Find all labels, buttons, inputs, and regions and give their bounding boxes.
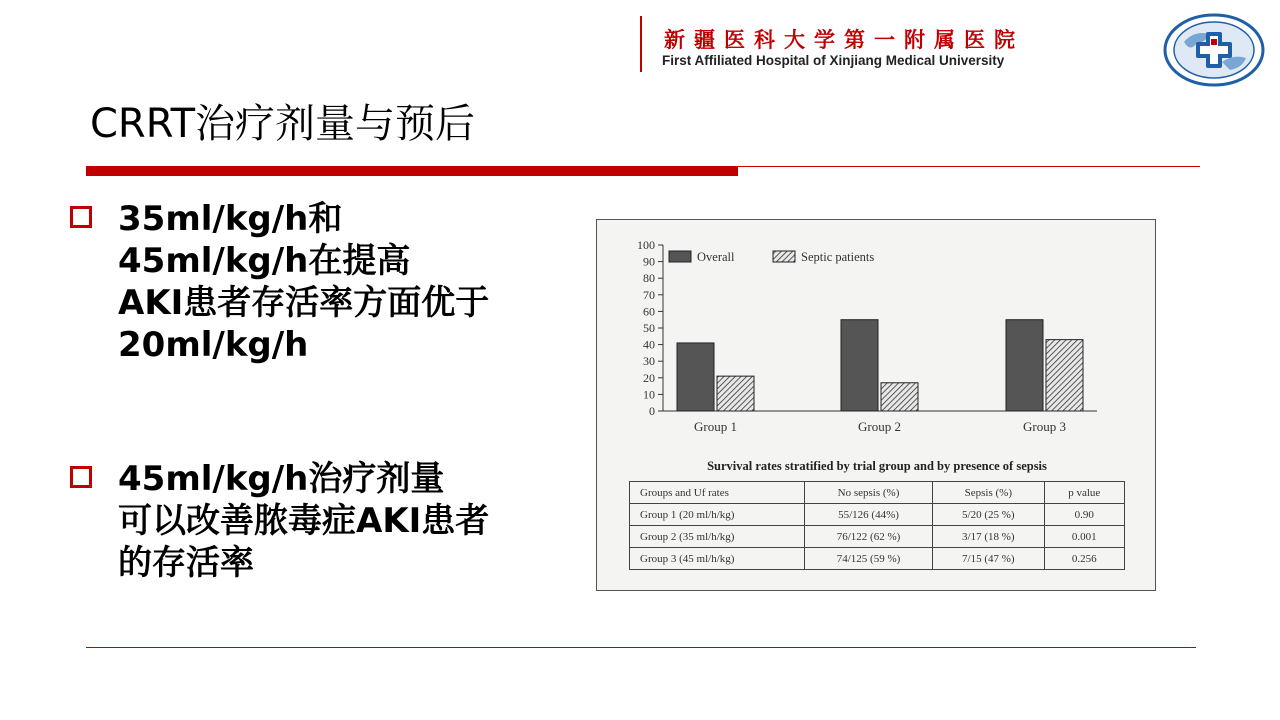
legend-label: Septic patients — [801, 250, 875, 264]
table-cell: 0.001 — [1044, 526, 1124, 548]
table-cell: Group 2 (35 ml/h/kg) — [630, 526, 805, 548]
bullet-line: 可以改善脓毒症AKI患者 — [118, 501, 490, 541]
bar-septic-1 — [717, 376, 754, 411]
table-row — [630, 548, 1125, 570]
survival-bar-chart — [597, 220, 1157, 450]
survival-table — [629, 481, 1125, 570]
bullet-line: 20ml/kg/h — [118, 325, 309, 365]
table-cell: 76/122 (62 %) — [804, 526, 932, 548]
square-bullet-icon — [70, 206, 92, 228]
title-rule-thick — [86, 166, 738, 176]
column-header: Sepsis (%) — [933, 482, 1044, 504]
table-title: Survival rates stratified by trial group and by presence of sepsis — [707, 459, 1047, 473]
survival-figure — [596, 219, 1156, 591]
column-header: Groups and Uf rates — [630, 482, 805, 504]
table-cell: Group 3 (45 ml/h/kg) — [630, 548, 805, 570]
table-cell: 7/15 (47 %) — [933, 548, 1044, 570]
square-bullet-icon — [70, 466, 92, 488]
bullet-text-2 — [118, 458, 598, 584]
legend-swatch — [773, 251, 795, 262]
bullet-text-1 — [118, 198, 598, 366]
y-tick-label: 100 — [637, 238, 655, 252]
bullet-line: 的存活率 — [118, 543, 254, 583]
hospital-logo-icon — [1162, 12, 1266, 88]
legend-swatch — [669, 251, 691, 262]
y-tick-label: 30 — [643, 354, 655, 369]
table-header-row — [630, 482, 1125, 504]
bar-overall-2 — [841, 320, 878, 411]
y-tick-label: 50 — [643, 321, 655, 335]
y-tick-label: 70 — [643, 287, 655, 302]
bar-overall-3 — [1006, 320, 1043, 411]
table-cell: 3/17 (18 %) — [933, 526, 1044, 548]
bullet-line: 45ml/kg/h在提高 — [118, 241, 411, 281]
column-header: p value — [1044, 482, 1124, 504]
table-row — [630, 526, 1125, 548]
x-tick-label: Group 1 — [694, 419, 737, 434]
y-tick-label: 20 — [643, 370, 655, 385]
y-tick-label: 40 — [643, 337, 655, 352]
y-tick-label: 0 — [649, 404, 655, 418]
legend-label: Overall — [697, 250, 735, 264]
slide-title: CRRT治疗剂量与预后 — [90, 101, 476, 147]
bullet-line: AKI患者存活率方面优于 — [118, 283, 490, 323]
x-tick-label: Group 3 — [1023, 419, 1066, 434]
bar-septic-3 — [1046, 340, 1083, 411]
y-tick-label: 60 — [643, 304, 655, 319]
bar-septic-2 — [881, 383, 918, 411]
table-cell: 0.90 — [1044, 504, 1124, 526]
footer-rule — [86, 647, 1196, 648]
table-cell: 74/125 (59 %) — [804, 548, 932, 570]
x-tick-label: Group 2 — [858, 419, 901, 434]
column-header: No sepsis (%) — [804, 482, 932, 504]
header-divider — [640, 16, 642, 72]
table-cell: Group 1 (20 ml/h/kg) — [630, 504, 805, 526]
bullet-line: 35ml/kg/h和 — [118, 199, 343, 239]
y-tick-label: 10 — [643, 387, 655, 402]
table-cell: 55/126 (44%) — [804, 504, 932, 526]
bullet-line: 45ml/kg/h治疗剂量 — [118, 459, 445, 499]
y-tick-label: 80 — [643, 271, 655, 286]
bar-overall-1 — [677, 343, 714, 411]
table-row — [630, 504, 1125, 526]
y-tick-label: 90 — [643, 254, 655, 269]
hospital-name-cn: 新疆医科大学第一附属医院 — [664, 27, 1024, 52]
table-cell: 0.256 — [1044, 548, 1124, 570]
table-cell: 5/20 (25 %) — [933, 504, 1044, 526]
hospital-name-en: First Affiliated Hospital of Xinjiang Medical University — [662, 53, 1005, 68]
